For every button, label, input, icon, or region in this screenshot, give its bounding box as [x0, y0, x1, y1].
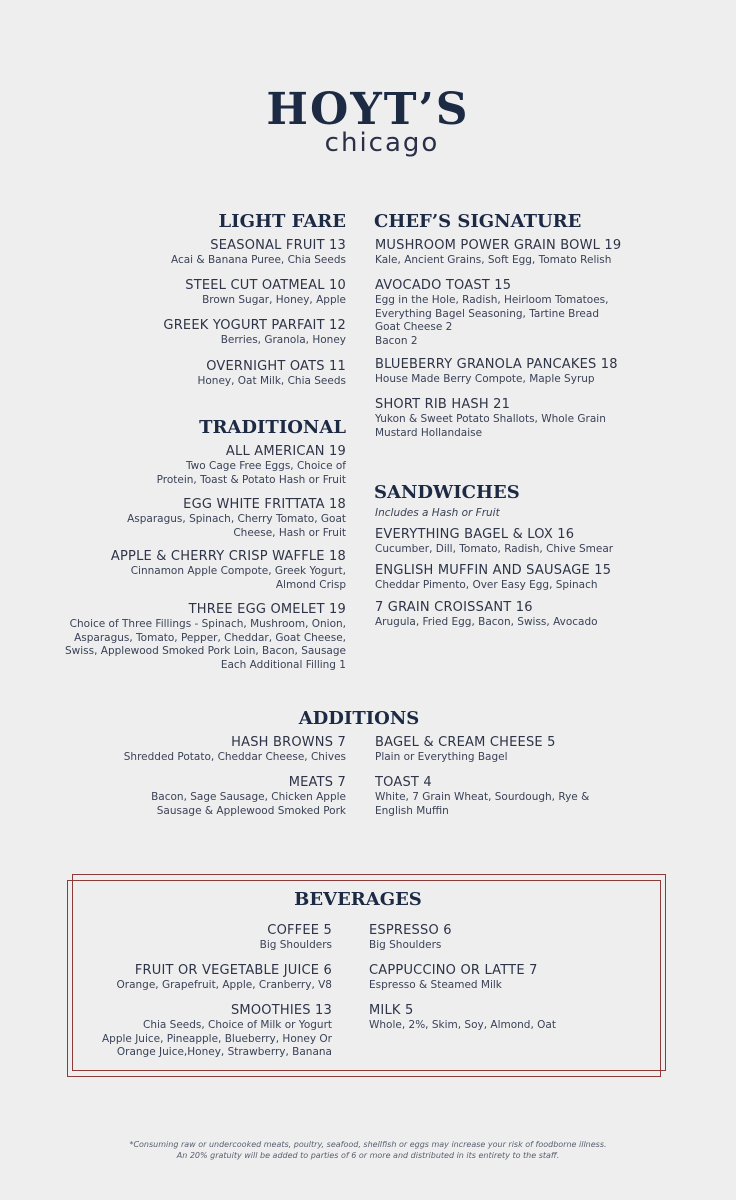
item-desc: Chia Seeds, Choice of Milk or Yogurt Apple Juice, Pineapple, Blueberry, Honey Or Orange Juice,Honey, Strawberry, Banana	[101, 1019, 332, 1058]
item-desc: Espresso & Steamed Milk	[369, 979, 502, 991]
menu-item	[111, 549, 346, 592]
menu-item	[375, 357, 618, 387]
item-desc: Honey, Oat Milk, Chia Seeds	[197, 375, 346, 387]
item-name: ENGLISH MUFFIN AND SAUSAGE 15	[375, 563, 612, 578]
item-desc: Asparagus, Spinach, Cherry Tomato, Goat Cheese, Hash or Fruit	[127, 513, 346, 539]
item-desc: Egg in the Hole, Radish, Heirloom Tomatoes, Everything Bagel Seasoning, Tartine Bread Goat Cheese 2 Bacon 2	[375, 294, 609, 347]
beverages-heading: BEVERAGES	[294, 889, 422, 910]
item-name: CAPPUCCINO OR LATTE 7	[369, 963, 538, 978]
menu-item	[197, 359, 346, 389]
item-name: ESPRESSO 6	[369, 923, 452, 938]
item-desc: Big Shoulders	[369, 939, 442, 951]
item-desc: Berries, Granola, Honey	[220, 334, 346, 346]
item-desc: House Made Berry Compote, Maple Syrup	[375, 373, 595, 385]
menu-item	[369, 923, 452, 953]
menu-item	[171, 238, 346, 268]
item-desc: Arugula, Fried Egg, Bacon, Swiss, Avocado	[375, 616, 598, 628]
item-desc: Plain or Everything Bagel	[375, 751, 508, 763]
item-desc: Cheddar Pimento, Over Easy Egg, Spinach	[375, 579, 598, 591]
brand-logo-title: HOYT’S	[266, 84, 470, 135]
menu-item	[369, 963, 538, 993]
menu-item	[375, 775, 589, 818]
menu-item	[127, 497, 346, 540]
item-name: FRUIT OR VEGETABLE JUICE 6	[134, 963, 332, 978]
chefs-signature-heading: CHEF’S SIGNATURE	[374, 211, 582, 232]
item-name: AVOCADO TOAST 15	[375, 278, 512, 293]
item-name: ALL AMERICAN 19	[225, 444, 346, 459]
brand-logo-city: chicago	[324, 128, 440, 158]
item-name: EGG WHITE FRITTATA 18	[183, 497, 346, 512]
menu-item	[157, 444, 346, 487]
sandwiches-note: Includes a Hash or Fruit	[375, 507, 500, 519]
menu-item	[151, 775, 346, 818]
item-name: MUSHROOM POWER GRAIN BOWL 19	[375, 238, 622, 253]
item-desc: Cucumber, Dill, Tomato, Radish, Chive Smear	[375, 543, 614, 555]
footer-line-1: *Consuming raw or undercooked meats, poultry, seafood, shellfish or eggs may increase your risk of foodborne illness.	[129, 1140, 607, 1149]
item-desc: Shredded Potato, Cheddar Cheese, Chives	[123, 751, 346, 763]
footer-disclaimer	[0, 1140, 736, 1161]
menu-item	[375, 278, 608, 348]
item-name: SHORT RIB HASH 21	[375, 397, 511, 412]
item-desc: Yukon & Sweet Potato Shallots, Whole Grain Mustard Hollandaise	[375, 413, 606, 439]
item-name: EVERYTHING BAGEL & LOX 16	[375, 527, 575, 542]
item-desc: Two Cage Free Eggs, Choice of Protein, Toast & Potato Hash or Fruit	[156, 460, 346, 486]
menu-item	[260, 923, 332, 953]
item-name: COFFEE 5	[267, 923, 332, 938]
menu-item	[375, 238, 621, 268]
menu-item	[375, 527, 613, 557]
item-name: OVERNIGHT OATS 11	[206, 359, 346, 374]
item-desc: Brown Sugar, Honey, Apple	[202, 294, 346, 306]
item-desc: Whole, 2%, Skim, Soy, Almond, Oat	[369, 1019, 556, 1031]
item-desc: Choice of Three Fillings - Spinach, Mushroom, Onion, Asparagus, Tomato, Pepper, Cheddar, Goat Cheese, Swiss, Applewood Smoked Pork Loin, Bacon, Sausage Each Additional Filling 1	[64, 618, 346, 671]
menu-item	[117, 963, 333, 993]
item-desc: Big Shoulders	[259, 939, 332, 951]
menu-item	[375, 735, 556, 765]
additions-heading: ADDITIONS	[298, 708, 420, 729]
item-name: SMOOTHIES 13	[230, 1003, 332, 1018]
item-name: MEATS 7	[288, 775, 346, 790]
item-name: THREE EGG OMELET 19	[188, 602, 346, 617]
menu-item	[163, 318, 346, 348]
menu-item	[102, 1003, 332, 1060]
menu-item	[124, 735, 346, 765]
menu-item	[375, 600, 598, 630]
light-fare-heading: LIGHT FARE	[218, 211, 346, 232]
traditional-heading: TRADITIONAL	[199, 417, 346, 438]
item-name: MILK 5	[369, 1003, 414, 1018]
item-desc: Bacon, Sage Sausage, Chicken Apple Sausage & Applewood Smoked Pork	[151, 791, 346, 817]
item-name: GREEK YOGURT PARFAIT 12	[163, 318, 346, 333]
item-name: HASH BROWNS 7	[231, 735, 346, 750]
footer-line-2: An 20% gratuity will be added to parties of 6 or more and distributed in its entirety to the staff.	[176, 1150, 560, 1160]
item-desc: Cinnamon Apple Compote, Greek Yogurt, Almond Crisp	[130, 565, 346, 591]
item-name: TOAST 4	[375, 775, 432, 790]
item-name: BLUEBERRY GRANOLA PANCAKES 18	[375, 357, 618, 372]
menu-item	[375, 397, 606, 440]
item-desc: Orange, Grapefruit, Apple, Cranberry, V8	[116, 979, 332, 991]
menu-item	[185, 278, 346, 308]
item-name: APPLE & CHERRY CRISP WAFFLE 18	[110, 549, 346, 564]
item-desc: Kale, Ancient Grains, Soft Egg, Tomato Relish	[375, 254, 612, 266]
item-name: STEEL CUT OATMEAL 10	[185, 278, 346, 293]
menu-item	[65, 602, 346, 672]
item-desc: Acai & Banana Puree, Chia Seeds	[170, 254, 346, 266]
item-name: 7 GRAIN CROISSANT 16	[375, 600, 533, 615]
item-name: BAGEL & CREAM CHEESE 5	[375, 735, 556, 750]
item-desc: White, 7 Grain Wheat, Sourdough, Rye & English Muffin	[375, 791, 590, 817]
item-name: SEASONAL FRUIT 13	[210, 238, 346, 253]
menu-item	[375, 563, 611, 593]
menu-item	[369, 1003, 556, 1033]
sandwiches-heading: SANDWICHES	[374, 482, 520, 503]
